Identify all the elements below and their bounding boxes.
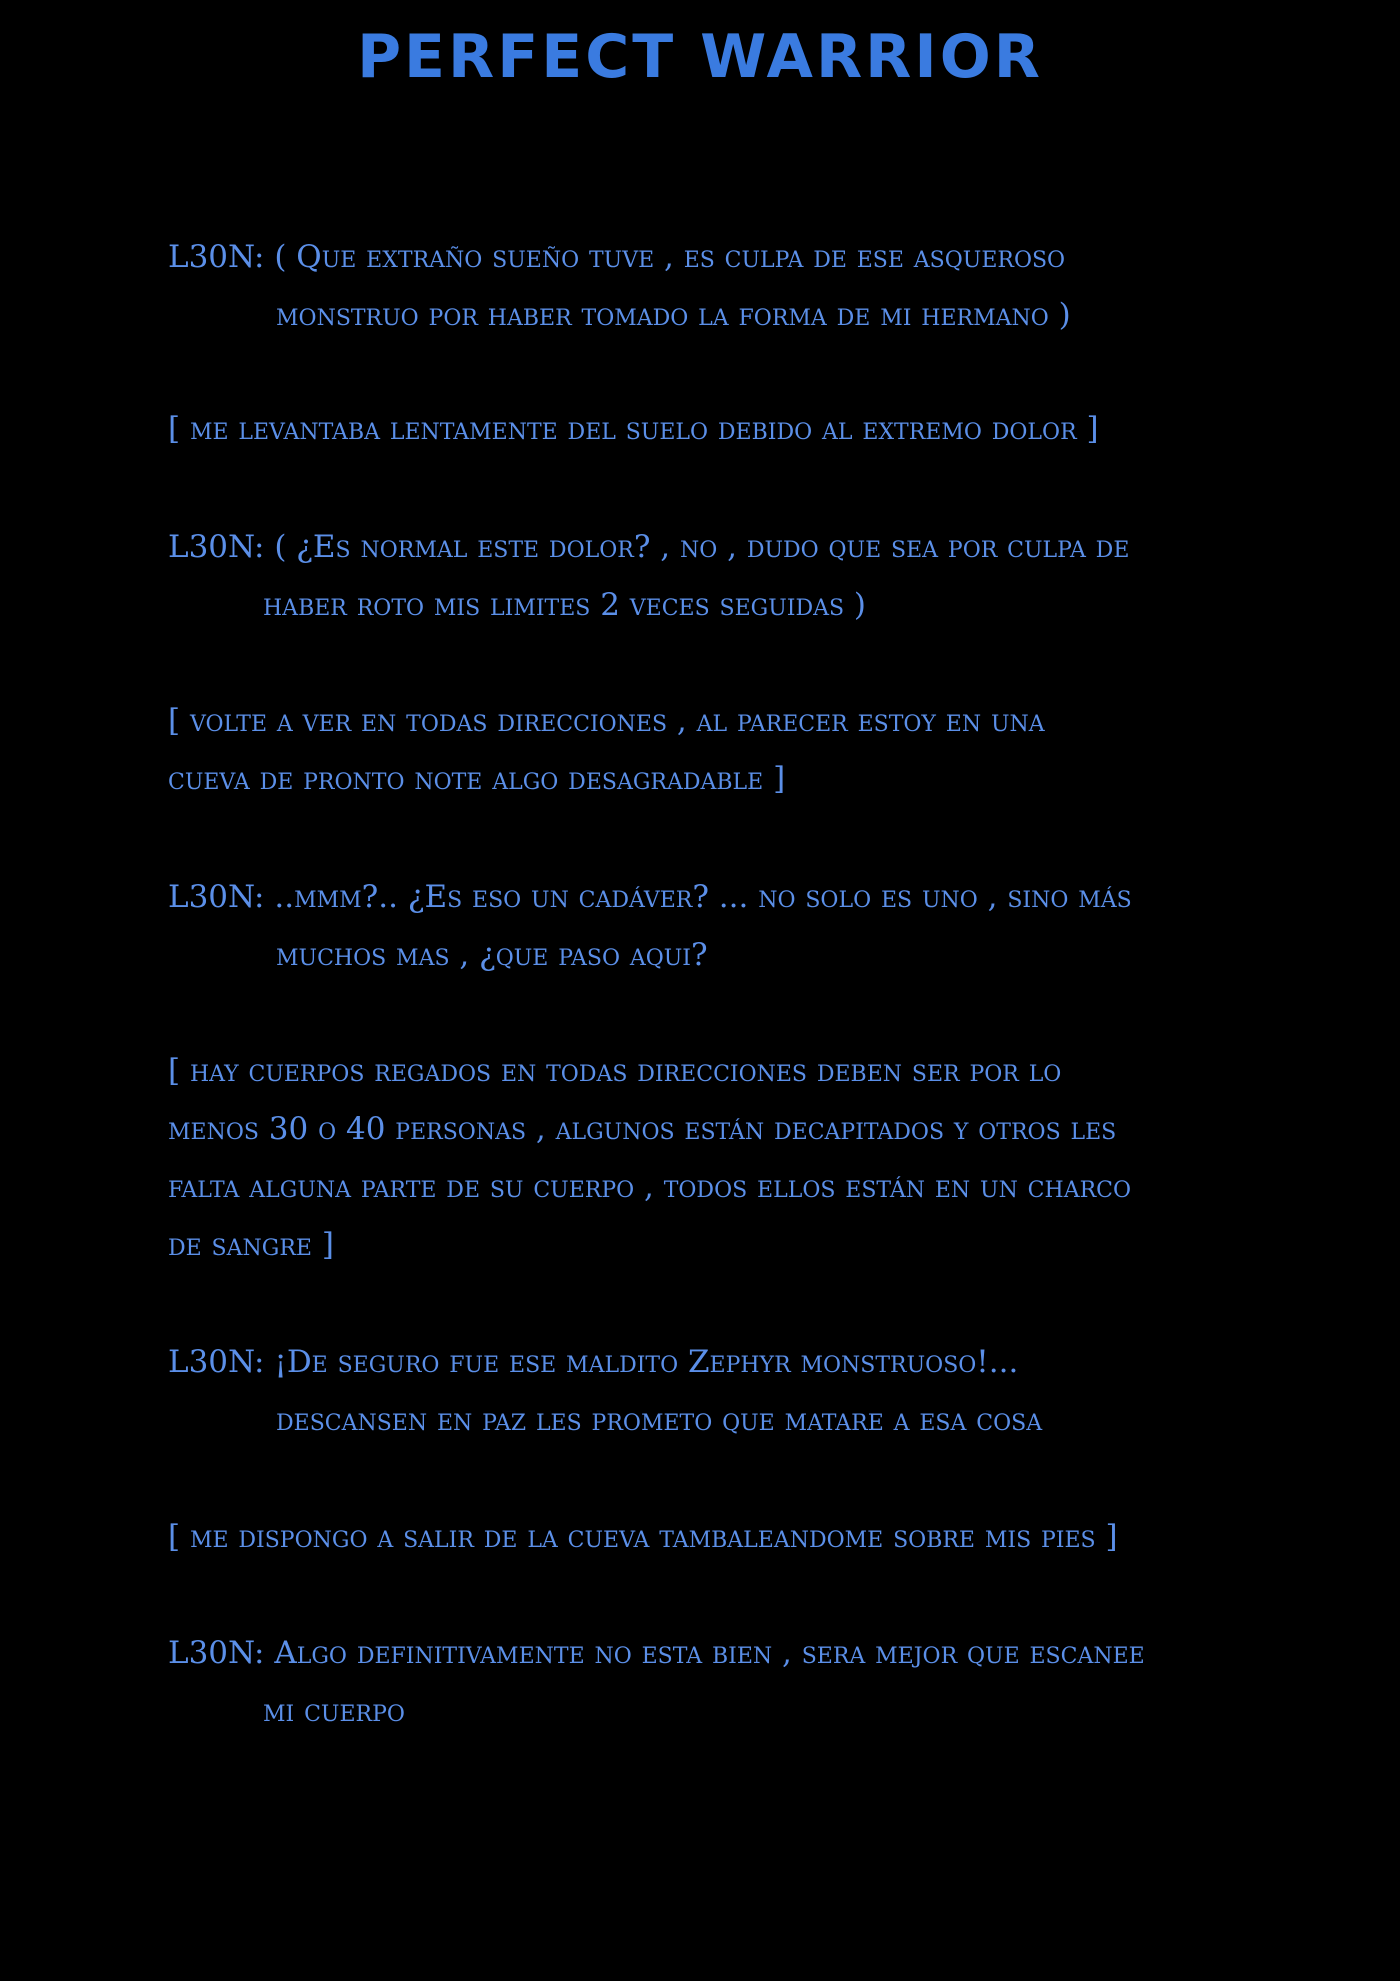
speaker-label: L30N: [168,239,265,275]
dialogue-block [168,1333,1042,1449]
speaker-label: L30N: [168,1635,265,1671]
page-title: PERFECT WARRIOR [357,22,1043,92]
narration-line: cueva de pronto note algo desagradable ] [168,761,786,797]
narration-line: [ volte a ver en todas direcciones , al parecer estoy en una [168,703,1045,739]
narration-line: [ me levantaba lentamente del suelo debido al extremo dolor ] [168,411,1099,447]
dialogue-block [168,868,1132,984]
dialogue-line: monstruo por haber tomado la forma de mi hermano ) [276,297,1071,333]
narration-block [168,1508,1118,1566]
narration-line: [ hay cuerpos regados en todas direcciones deben ser por lo [168,1053,1062,1089]
narration-block [168,1042,1131,1274]
dialogue-line: mi cuerpo [263,1693,405,1729]
dialogue-line: descansen en paz les prometo que matare a esa cosa [276,1402,1043,1438]
dialogue-block [168,228,1071,344]
dialogue-line: haber roto mis limites 2 veces seguidas ) [263,587,867,623]
dialogue-line: muchos mas , ¿que paso aqui? [276,937,708,973]
narration-line: falta alguna parte de su cuerpo , todos ellos están en un charco [168,1169,1132,1205]
dialogue-line: ..mmm?.. ¿Es eso un cadáver? ... no solo es uno , sino más [274,879,1132,915]
narration-line: [ me dispongo a salir de la cueva tambaleandome sobre mis pies ] [168,1519,1118,1555]
narration-line: menos 30 o 40 personas , algunos están decapitados y otros les [168,1111,1117,1147]
narration-line: de sangre ] [168,1227,334,1263]
speaker-label: L30N: [168,1344,265,1380]
dialogue-block [168,518,1129,634]
dialogue-block [168,1624,1145,1740]
speaker-label: L30N: [168,879,265,915]
dialogue-line: ¡De seguro fue ese maldito Zephyr monstruoso!... [274,1344,1019,1380]
narration-block [168,692,1045,808]
dialogue-line: ( ¿Es normal este dolor? , no , dudo que sea por culpa de [274,529,1130,565]
speaker-label: L30N: [168,529,265,565]
dialogue-line: ( Que extraño sueño tuve , es culpa de ese asqueroso [274,239,1066,275]
narration-block [168,400,1099,458]
dialogue-line: Algo definitivamente no esta bien , sera mejor que escanee [274,1635,1145,1671]
